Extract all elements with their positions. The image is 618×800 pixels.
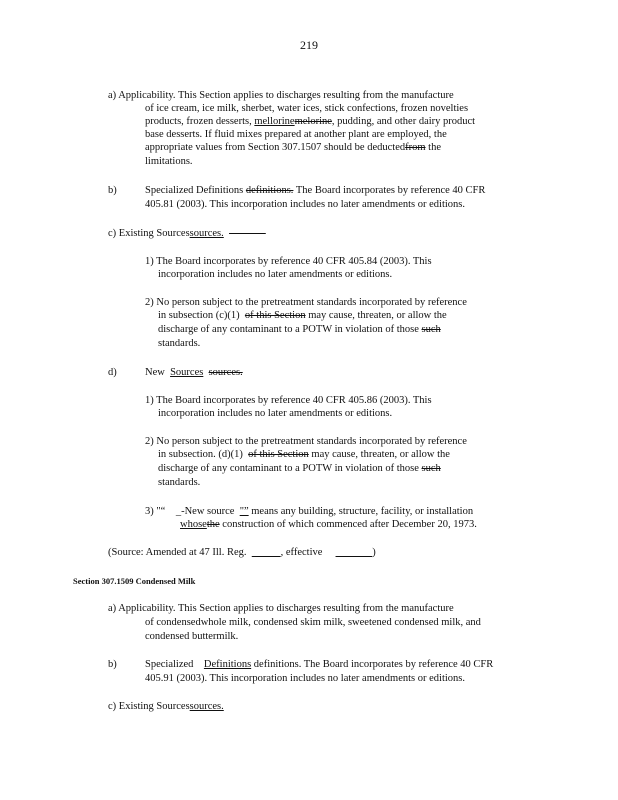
deleted-text: sources. — [208, 367, 243, 378]
sec2-a-line-2: of condensedwhole milk, condensed skim milk, sweetened condensed milk, and — [145, 617, 481, 628]
section-heading: Section 307.1509 Condensed Milk — [73, 576, 196, 586]
sec-d2-line-2 — [158, 448, 450, 462]
text: means any building, structure, facility, or installation — [248, 506, 474, 517]
inserted-text: sources. — [189, 228, 224, 239]
text: in subsection. (d)(1) — [158, 449, 243, 460]
text: _-New source — [175, 506, 235, 517]
sec-a-line-5 — [145, 141, 441, 155]
deleted-text: the — [206, 519, 220, 530]
text: discharge of any contaminant to a POTW in violation of those — [158, 324, 419, 335]
sec2-a-line-3: condensed buttermilk. — [145, 631, 239, 642]
sec-c2-line-4: standards. — [158, 338, 201, 349]
deleted-blank — [229, 228, 266, 239]
sec-b-label: b) — [108, 185, 117, 196]
text: appropriate values from Section 307.1507 should be deducted — [145, 142, 406, 153]
sec2-a-line-1: a) Applicability. This Section applies to discharges resulting from the manufacture — [108, 603, 454, 614]
inserted-text: whose — [180, 519, 207, 530]
sec-d-label: d) — [108, 367, 117, 378]
sec2-b-label: b) — [108, 659, 117, 670]
sec-c2-line-2 — [158, 309, 447, 323]
deleted-text: from — [405, 142, 426, 153]
inserted-text: "” — [239, 506, 249, 517]
deleted-text: definitions. — [245, 185, 294, 196]
deleted-text: of this Section — [244, 310, 306, 321]
sec-d3-line-1 — [145, 505, 473, 519]
sec-a-line-1: a) Applicability. This Section applies to discharges resulting from the manufacture — [108, 90, 454, 101]
sec-b-line-1 — [145, 184, 485, 198]
text: ) — [372, 547, 376, 558]
text: construction of which commenced after December 20, 1973. — [219, 519, 477, 530]
text: New — [145, 367, 165, 378]
sec-d1-line-1: 1) The Board incorporates by reference 40 CFR 405.86 (2003). This — [145, 395, 432, 406]
sec2-b-line-2: 405.91 (2003). This incorporation includes no later amendments or editions. — [145, 673, 465, 684]
sec-a-line-4: base desserts. If fluid mixes prepared at another plant are employed, the — [145, 129, 447, 140]
sec-d1-line-2: incorporation includes no later amendments or editions. — [158, 408, 393, 419]
text: c) Existing Sources — [108, 228, 190, 239]
source-note — [108, 546, 376, 560]
text: 3) "“ — [145, 506, 166, 517]
inserted-text: Sources — [170, 367, 204, 378]
text: the — [425, 142, 441, 153]
sec-a-line-3 — [145, 115, 475, 129]
text: products, frozen desserts, — [145, 116, 252, 127]
sec-d2-line-4: standards. — [158, 477, 201, 488]
sec-c1-line-1: 1) The Board incorporates by reference 40 CFR 405.84 (2003). This — [145, 256, 432, 267]
text: may cause, threaten, or allow the — [308, 449, 450, 460]
inserted-text: mellorine — [254, 116, 295, 127]
text: , effective — [280, 547, 323, 558]
text: (Source: Amended at 47 Ill. Reg. — [108, 547, 247, 558]
sec-a-line-6: limitations. — [145, 156, 193, 167]
sec-d2-line-3 — [158, 462, 441, 476]
sec-c2-line-3 — [158, 323, 441, 337]
page-number: 219 — [300, 38, 318, 52]
sec-b-line-2: 405.81 (2003). This incorporation includes no later amendments or editions. — [145, 199, 465, 210]
sec2-b-line-1 — [145, 658, 493, 672]
inserted-text: sources. — [189, 701, 224, 712]
deleted-text: such — [421, 463, 441, 474]
text: definitions. The Board incorporates by reference 40 CFR — [251, 659, 494, 670]
inserted-text: Definitions — [203, 659, 252, 670]
sec-c-line-1 — [108, 227, 266, 241]
text: Specialized — [145, 659, 194, 670]
sec2-c-line-1 — [108, 700, 224, 714]
text: discharge of any contaminant to a POTW in violation of those — [158, 463, 419, 474]
sec-d-line-1 — [145, 366, 243, 380]
sec-c2-line-1: 2) No person subject to the pretreatment standards incorporated by reference — [145, 297, 467, 308]
text: in subsection (c)(1) — [158, 310, 240, 321]
sec-a-line-2: of ice cream, ice milk, sherbet, water ices, stick confections, frozen novelties — [145, 103, 469, 114]
deleted-text: of this Section — [248, 449, 309, 460]
sec-d3-line-2 — [180, 518, 477, 532]
blank-field — [252, 547, 281, 558]
sec-d2-line-1: 2) No person subject to the pretreatment standards incorporated by reference — [145, 436, 467, 447]
text: Specialized Definitions — [145, 185, 244, 196]
text: The Board incorporates by reference 40 CFR — [293, 185, 486, 196]
text: c) Existing Sources — [108, 701, 190, 712]
blank-field — [336, 547, 373, 558]
deleted-text: such — [421, 324, 441, 335]
text: may cause, threaten, or allow the — [305, 310, 447, 321]
deleted-text: melorine — [294, 116, 332, 127]
text: , pudding, and other dairy product — [331, 116, 476, 127]
sec-c1-line-2: incorporation includes no later amendments or editions. — [158, 269, 393, 280]
